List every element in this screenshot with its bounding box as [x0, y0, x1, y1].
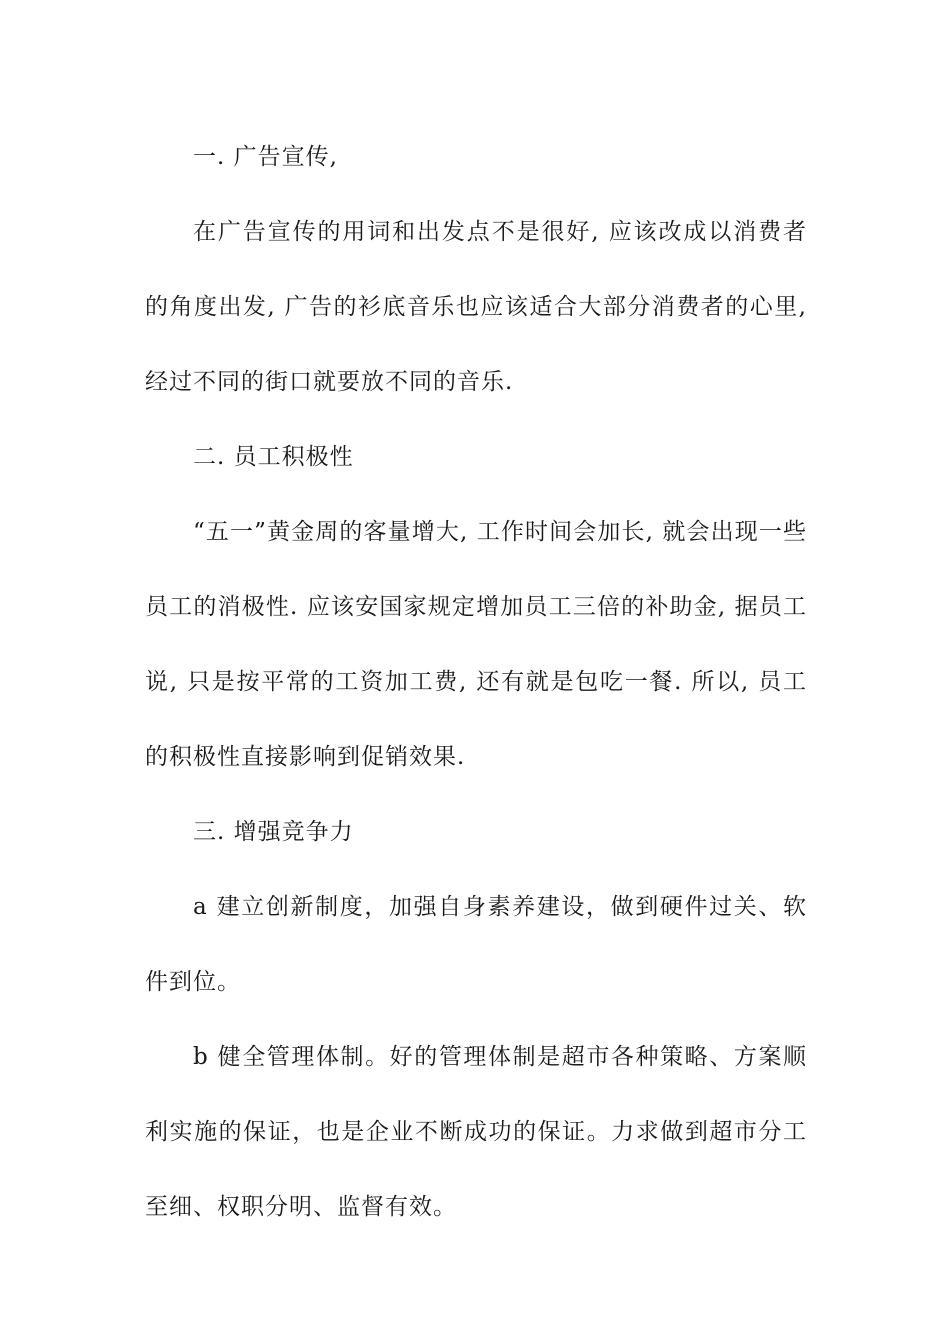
paragraph: “五一”黄金周的客量增大, 工作时间会加长, 就会出现一些员工的消极性. 应该安国家规定增加员工三倍的补助金, 据员工说, 只是按平常的工资加工费, 还有就是包吃一餐. 所以, 员工的积极性直接影响到促销效果.	[145, 519, 807, 770]
paragraph: a 建立创新制度，加强自身素养建设，做到硬件过关、软件到位。	[145, 894, 807, 995]
section-heading: 一. 广告宣传,	[193, 144, 338, 170]
paragraph: b 健全管理体制。好的管理体制是超市各种策略、方案顺利实施的保证，也是企业不断成功的保证。力求做到超市分工至细、权职分明、监督有效。	[145, 1044, 807, 1220]
section-advertising	[145, 120, 807, 420]
section-employee-motivation	[145, 420, 807, 795]
document-body	[145, 120, 807, 1245]
paragraph: 在广告宣传的用词和出发点不是很好, 应该改成以消费者的角度出发, 广告的衫底音乐也应该适合大部分消费者的心里, 经过不同的街口就要放不同的音乐.	[145, 219, 807, 395]
section-heading: 三. 增强竞争力	[193, 819, 354, 845]
section-heading: 二. 员工积极性	[193, 444, 354, 470]
section-competitiveness	[145, 795, 807, 1245]
